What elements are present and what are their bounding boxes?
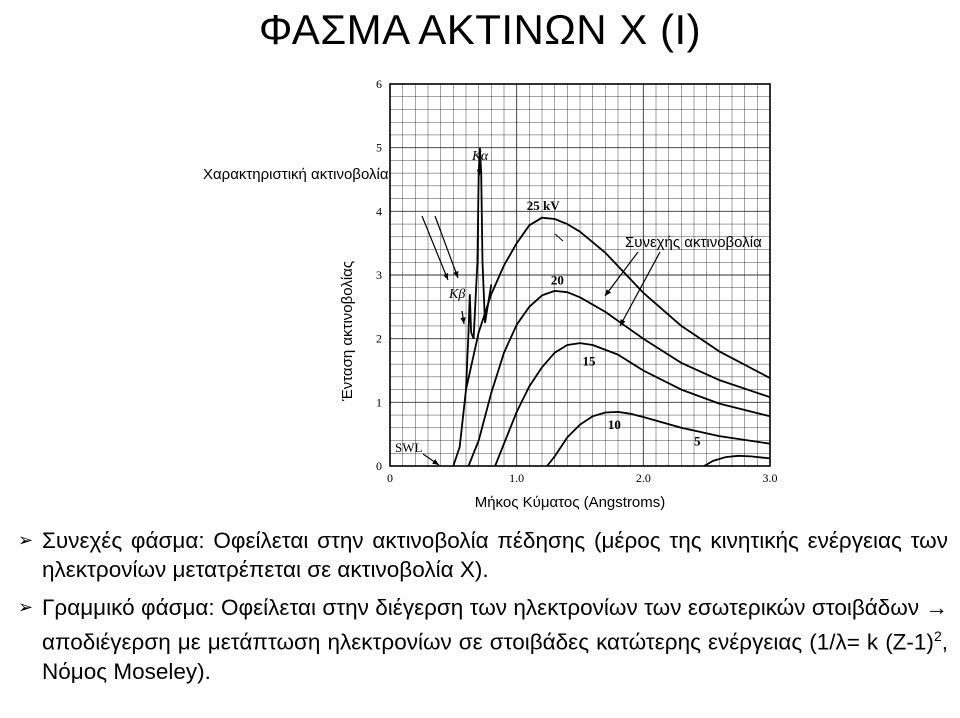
arrow-symbol: → (925, 595, 948, 620)
x-tick-label: 3.0 (762, 471, 778, 485)
leader-continuous-2 (620, 252, 660, 326)
annotation-characteristic: Χαρακτηριστική ακτινοβολία (203, 166, 389, 183)
leader-kbeta-label-head (460, 317, 465, 324)
y-tick-label: 4 (376, 204, 382, 219)
annotation-continuous: Συνεχής ακτινοβολία (625, 234, 762, 251)
x-axis-label: Μήκος Κύματος (Angstroms) (474, 494, 666, 511)
x-tick-label: 0 (387, 471, 393, 485)
series-label-4: 5 (694, 433, 701, 449)
annotation-swl: SWL (395, 440, 423, 455)
leader-characteristic-kbeta-head (453, 271, 458, 278)
bullet-line-text-3: , Νόμος Moseley). (42, 629, 948, 684)
bullet-marker: ➢ (18, 530, 34, 550)
y-tick-label: 3 (376, 268, 382, 282)
bullet-continuous-spectrum (18, 526, 948, 584)
bullet-marker: ➢ (18, 597, 34, 617)
series-label-0: 25 kV (526, 198, 560, 214)
x-tick-label: 1.0 (509, 471, 525, 485)
bullet-continuous-text: Συνεχές φάσμα: Οφείλεται στην ακτινοβολία πέδησης (μέρος της κινητικής ενέργειας των ηλεκτρονίων μετατρέπεται σε ακτινοβολία Χ). (42, 528, 948, 582)
chart-svg (190, 66, 830, 526)
leader-characteristic-kbeta (435, 216, 458, 278)
series-label-3: 10 (607, 417, 621, 433)
y-tick-label: 1 (376, 395, 382, 410)
leader-swl-head (432, 459, 439, 465)
y-axis-label: Ένταση ακτινοβολίας (339, 260, 356, 402)
y-tick-label: 5 (376, 140, 382, 155)
bullet-line-text-1: Γραμμικό φάσμα: Οφείλεται στην διέγερση των ηλεκτρονίων των εσωτερικών στοιβάδων (42, 595, 920, 620)
bullet-line-text-2: αποδιέγερση με μετάπτωση ηλεκτρονίων σε στοιβάδες κατώτερης ενέργειας (1/λ= k (Z-1) (42, 629, 934, 655)
annotation-k-alpha: Κα (472, 149, 489, 164)
bullet-line-spectrum (18, 593, 948, 686)
y-tick-label: 2 (376, 331, 382, 346)
series-label-2: 15 (582, 353, 596, 369)
y-tick-label: 6 (376, 77, 382, 91)
bullet-list (18, 526, 948, 695)
leader-25kv (555, 234, 563, 241)
superscript-two: 2 (933, 628, 942, 644)
series-label-1: 20 (550, 272, 564, 288)
series-curve-4 (704, 456, 770, 466)
chart-axes (376, 77, 778, 485)
annotation-k-beta: Κβ (449, 287, 466, 302)
x-tick-label: 2.0 (635, 471, 651, 485)
series-curve-3 (547, 412, 770, 466)
leader-characteristic-kbeta-2 (422, 216, 448, 280)
leader-characteristic-kbeta-2-head (443, 273, 448, 280)
k-alpha-peak (474, 148, 492, 339)
series-curve-1 (469, 291, 771, 466)
slide-title: ΦΑΣΜΑ ΑΚΤΙΝΩΝ Χ (Ι) (258, 6, 702, 53)
leader-continuous-1-head (605, 289, 611, 296)
y-tick-label: 0 (376, 459, 382, 473)
xray-spectrum-chart (190, 66, 830, 526)
series-curve-2 (495, 343, 770, 466)
annotations-layer (203, 149, 762, 465)
